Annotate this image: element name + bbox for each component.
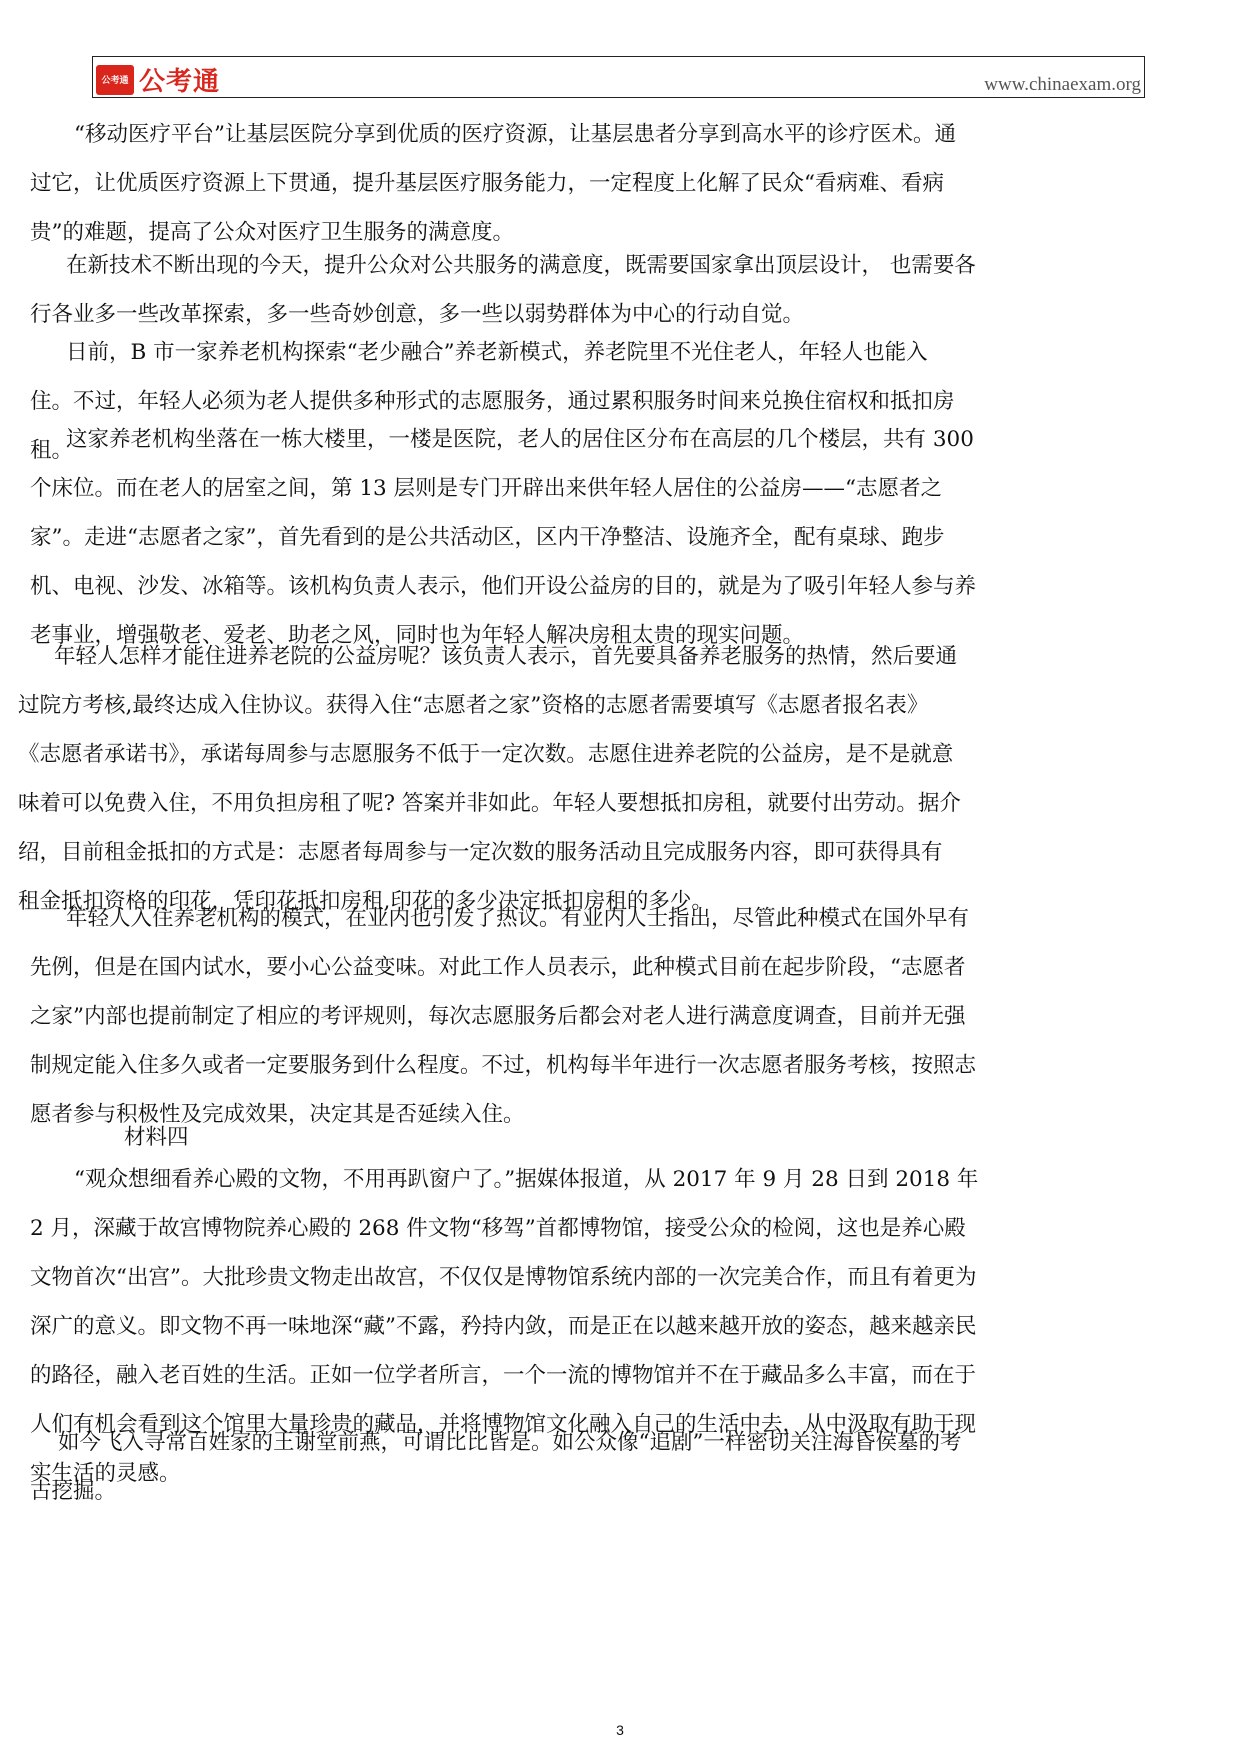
logo-text: 公考通 [139,67,221,97]
paragraph-new-technology: 在新技术不断出现的今天，提升公众对公共服务的满意度，既需要国家拿出顶层设计， 也需要各行各业多一些改革探索，多一些奇妙创意，多一些以弱势群体为中心的行动自觉。 [30,253,976,327]
paragraph-elderly-care-model: 日前，B 市一家养老机构探索“老少融合”养老新模式，养老院里不光住老人，年轻人也能入住。不过，年轻人必须为老人提供多种形式的志愿服务，通过累积服务时间来兑换住宿权和抵扣房租。 [30,340,955,463]
paragraph-palace-museum: “观众想细看养心殿的文物，不用再趴窗户了。”据媒体报道，从 2017 年 9 月 28 日到 2018 年 2 月，深藏于故宫博物院养心殿的 268 件文物“移驾”首都博物馆，接受公众的检阅，这也是养心殿文物首次“出宫”。大批珍贵文物走出故宫，不仅仅是博物馆系统内部的一次完美合作，而且有着更为深广的意义。即文物不再一味地深“藏”不露，矜持内敛，而是正在以越来越开放的姿态，越来越亲民的路径，融入老百姓的生活。正如一位学者所言，一个一流的博物馆并不在于藏品多么丰富，而在于人们有机会看到这个馆里大量珍贵的藏品，并将博物馆文化融入自己的生活中去，从中汲取有助于现实生活的灵感。 [30,1167,979,1486]
page-header [92,56,1145,98]
logo-icon: 公考通 [96,65,134,95]
site-url[interactable]: www.chinaexam.org [984,74,1141,95]
paragraph-mobile-medical: “移动医疗平台”让基层医院分享到优质的医疗资源，让基层患者分享到高水平的诊疗医术。通过它，让优质医疗资源上下贯通，提升基层医疗服务能力，一定程度上化解了民众“看病难、看病贵”的难题，提高了公众对医疗卫生服务的满意度。 [30,122,956,245]
logo[interactable] [96,61,220,98]
paragraph-rent-deduction: 年轻人怎样才能住进养老院的公益房呢？该负责人表示，首先要具备养老服务的热情，然后要通过院方考核,最终达成入住协议。获得入住“志愿者之家”资格的志愿者需要填写《志愿者报名表》 《志愿者承诺书》，承诺每周参与志愿服务不低于一定次数。志愿住进养老院的公益房，是不是就意味着可以免费入住，不用负担房租了呢? 答案并非如此。年轻人要想抵扣房租，就要付出劳动。据介绍，目前租金抵扣的方式是：志愿者每周参与一定次数的服务活动且完成服务内容，即可获得具有租金抵扣资格的印花，凭印花抵扣房租,印花的多少决定抵扣房租的多少。 [18,644,961,914]
page-number: 3 [616,1722,624,1738]
paragraph-archaeology: 如今飞入寻常百姓家的王谢堂前燕，可谓比比皆是。如公众像“追剧”一样密切关注海昏侯墓的考古挖掘。 [30,1430,962,1504]
paragraph-volunteer-home: 这家养老机构坐落在一栋大楼里，一楼是医院，老人的居住区分布在高层的几个楼层，共有 300 个床位。而在老人的居室之间，第 13 层则是专门开辟出来供年轻人居住的公益房——“志愿者之家”。走进“志愿者之家”，首先看到的是公共活动区，区内干净整洁、设施齐全，配有桌球、跑步机、电视、沙发、冰箱等。该机构负责人表示，他们开设公益房的目的，就是为了吸引年轻人参与养老事业，增强敬老、爱老、助老之风，同时也为年轻人解决房租太贵的现实问题。 [30,427,977,648]
material-heading: 材料四 [124,1125,189,1150]
paragraph-industry-debate: 年轻人入住养老机构的模式，在业内也引发了热议。有业内人士指出，尽管此种模式在国外早有先例，但是在国内试水，要小心公益变味。对此工作人员表示，此种模式目前在起步阶段，“志愿者之家”内部也提前制定了相应的考评规则，每次志愿服务后都会对老人进行满意度调查，目前并无强制规定能入住多久或者一定要服务到什么程度。不过，机构每半年进行一次志愿者服务考核，按照志愿者参与积极性及完成效果，决定其是否延续入住。 [30,906,977,1127]
